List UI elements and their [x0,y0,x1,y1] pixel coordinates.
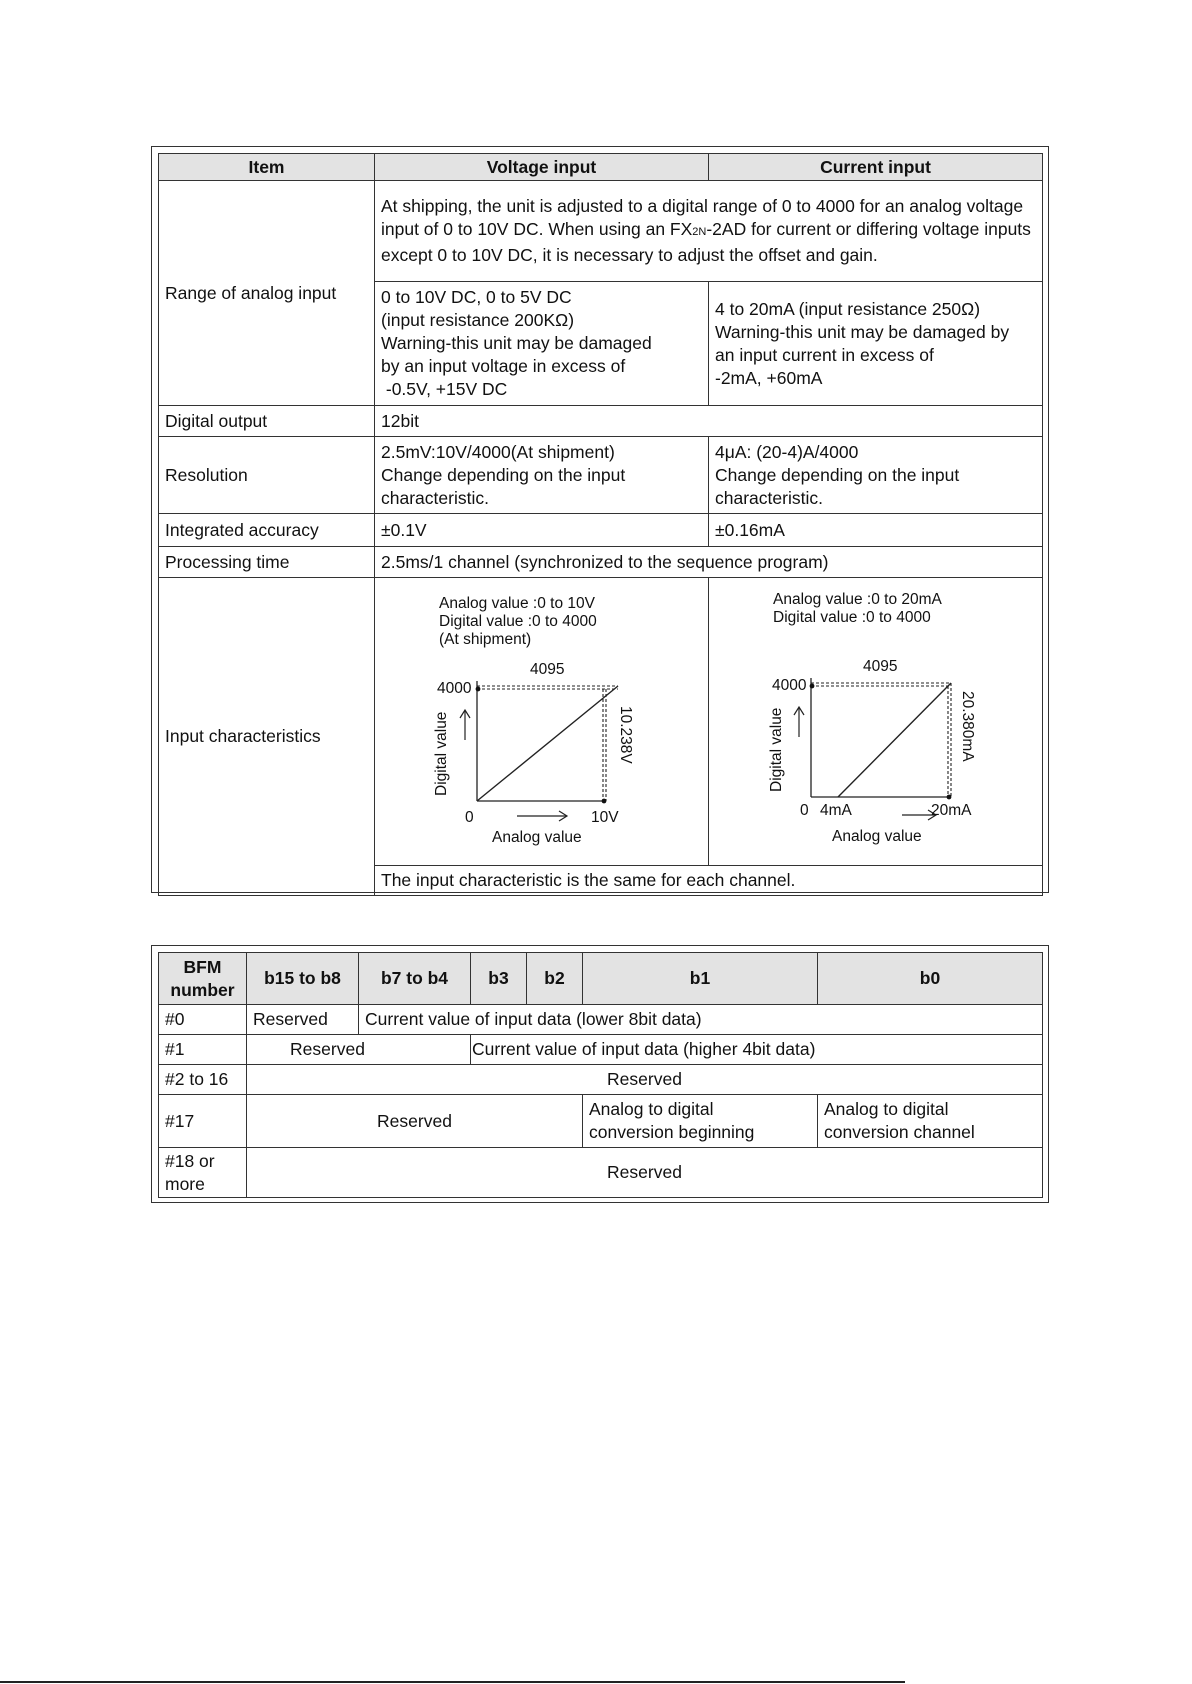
bfm-b0-line: Analog to digital [824,1099,949,1119]
bfm-b0-cell [818,1095,1043,1148]
range-note-subscript: 2N [692,226,707,238]
bfm-row-reserved: Reserved [247,1148,1043,1198]
current-characteristic-line [838,683,951,797]
current-20ma-point [947,795,952,800]
digital-output-row [159,406,1043,437]
accuracy-label: Integrated accuracy [159,514,375,547]
range-current-line: 4 to 20mA (input resistance 250Ω) [715,298,981,319]
range-current-cell [709,282,1043,406]
voltage-caption-line: (At shipment) [439,631,532,648]
bfm-row-1 [159,1035,1043,1065]
resolution-voltage-cell [375,437,709,514]
range-voltage-line: by an input voltage in excess of [381,356,626,376]
resolution-voltage-line: 2.5mV:10V/4000(At shipment) [381,441,615,462]
bfm-header-b0: b0 [818,953,1043,1005]
current-4000-point [810,684,815,689]
voltage-characteristic-graph [375,578,709,865]
current-x-end-label: 20mA [931,802,972,819]
voltage-y-tick-label: 4000 [437,680,472,697]
current-caption-line: Digital value :0 to 4000 [773,609,931,626]
input-characteristics-label: Input characteristics [159,578,375,896]
accuracy-current: ±0.16mA [709,514,1043,547]
input-characteristics-note: The input characteristic is the same for each channel. [375,866,1043,896]
bfm-row-0 [159,1005,1043,1035]
current-x-start-label: 4mA [820,802,852,819]
bfm-b0-line: conversion channel [824,1122,975,1142]
voltage-origin-label: 0 [465,809,474,826]
resolution-current-line: 4μA: (20-4)A/4000 [715,441,859,462]
range-voltage-line: (input resistance 200KΩ) [381,310,575,330]
voltage-caption-line: Analog value :0 to 10V [439,595,595,612]
bfm-header-number: BFM number [159,953,247,1005]
header-current-input: Current input [709,154,1043,181]
current-characteristic-graph [709,578,1043,865]
current-saturation-label: 20.380mA [959,691,976,762]
page-bottom-rule [0,1681,905,1683]
processing-time-label: Processing time [159,547,375,578]
bfm-b1-line: Analog to digital [589,1099,714,1119]
resolution-current-cell [709,437,1043,514]
range-voltage-line: -0.5V, +15V DC [381,379,508,399]
voltage-characteristic-line [477,686,618,801]
bfm-row-number: #0 [159,1005,247,1035]
range-note-part-b: -2AD for current or differing voltage inputs except 0 to 10V DC, it is necessary to adjust the offset and gain. [381,219,1031,265]
specification-table [158,153,1043,896]
range-note-row [159,181,1043,282]
range-note-part-a: At shipping, the unit is adjusted to a digital range of 0 to 4000 for an analog voltage input of 0 to 10V DC. When using an FX [381,196,1024,239]
input-characteristics-row [159,578,1043,866]
voltage-chart-cell [375,578,709,866]
bfm-row-value-text: Current value of input data (higher 4bit data) [472,1039,816,1059]
bfm-b1-cell [583,1095,818,1148]
header-voltage-input: Voltage input [375,154,709,181]
bfm-row-number-cell [159,1148,247,1198]
voltage-top-label: 4095 [530,661,565,678]
bfm-row-18 [159,1148,1043,1198]
current-top-label: 4095 [863,658,898,675]
processing-time-row [159,547,1043,578]
resolution-row [159,437,1043,514]
resolution-voltage-line: Change depending on the input [381,464,626,485]
bfm-table [158,952,1043,1198]
resolution-current-line: Change depending on the input [715,464,960,485]
range-voltage-line: 0 to 10V DC, 0 to 5V DC [381,287,572,307]
voltage-x-end-label: 10V [591,809,619,826]
bfm-row-number: #1 [159,1035,247,1065]
accuracy-voltage: ±0.1V [375,514,709,547]
range-label: Range of analog input [159,181,375,406]
bfm-header-b2: b2 [527,953,583,1005]
resolution-label: Resolution [159,437,375,514]
range-current-line: Warning-this unit may be damaged by [715,321,1010,342]
bfm-b1-line: conversion beginning [589,1122,755,1142]
bfm-header-b1: b1 [583,953,818,1005]
voltage-caption-line: Digital value :0 to 4000 [439,613,597,630]
range-current-line: -2mA, +60mA [715,367,823,388]
bfm-row-2-16 [159,1065,1043,1095]
bfm-row-reserved: Reserved [247,1005,359,1035]
current-chart-cell [709,578,1043,866]
current-caption-line: Analog value :0 to 20mA [773,591,942,608]
resolution-voltage-line: characteristic. [381,487,489,508]
bfm-row-number-line: #18 or [165,1150,215,1171]
accuracy-row [159,514,1043,547]
voltage-saturation-label: 10.238V [617,706,634,764]
range-current-line: an input current in excess of [715,344,934,365]
voltage-y-axis-title: Digital value [433,711,450,796]
current-x-axis-title: Analog value [832,828,922,845]
bfm-row-number: #17 [159,1095,247,1148]
voltage-4000-point [476,687,481,692]
bfm-header-row [159,953,1043,1005]
voltage-10v-point [602,799,607,804]
bfm-row-value [471,1035,1043,1065]
digital-output-label: Digital output [159,406,375,437]
bfm-row-value: Current value of input data (lower 8bit data) [359,1005,1043,1035]
processing-time-value: 2.5ms/1 channel (synchronized to the sequence program) [375,547,1043,578]
bfm-header-b3: b3 [471,953,527,1005]
range-voltage-line: Warning-this unit may be damaged [381,333,652,353]
current-y-tick-label: 4000 [772,677,807,694]
range-shipping-note [375,181,1043,282]
digital-output-value: 12bit [375,406,1043,437]
header-item: Item [159,154,375,181]
bfm-row-number-line: more [165,1173,205,1194]
current-y-axis-title: Digital value [768,707,785,792]
bfm-row-number: #2 to 16 [159,1065,247,1095]
bfm-row-reserved: Reserved [247,1095,583,1148]
voltage-x-axis-title: Analog value [492,829,582,846]
bfm-row-17 [159,1095,1043,1148]
spec-header-row [159,154,1043,181]
current-origin-label: 0 [800,802,809,819]
bfm-row-reserved: Reserved [247,1035,471,1065]
resolution-current-line: characteristic. [715,487,823,508]
bfm-row-reserved: Reserved [247,1065,1043,1095]
range-voltage-cell [375,282,709,406]
bfm-header-b7-b4: b7 to b4 [359,953,471,1005]
bfm-header-b15-b8: b15 to b8 [247,953,359,1005]
